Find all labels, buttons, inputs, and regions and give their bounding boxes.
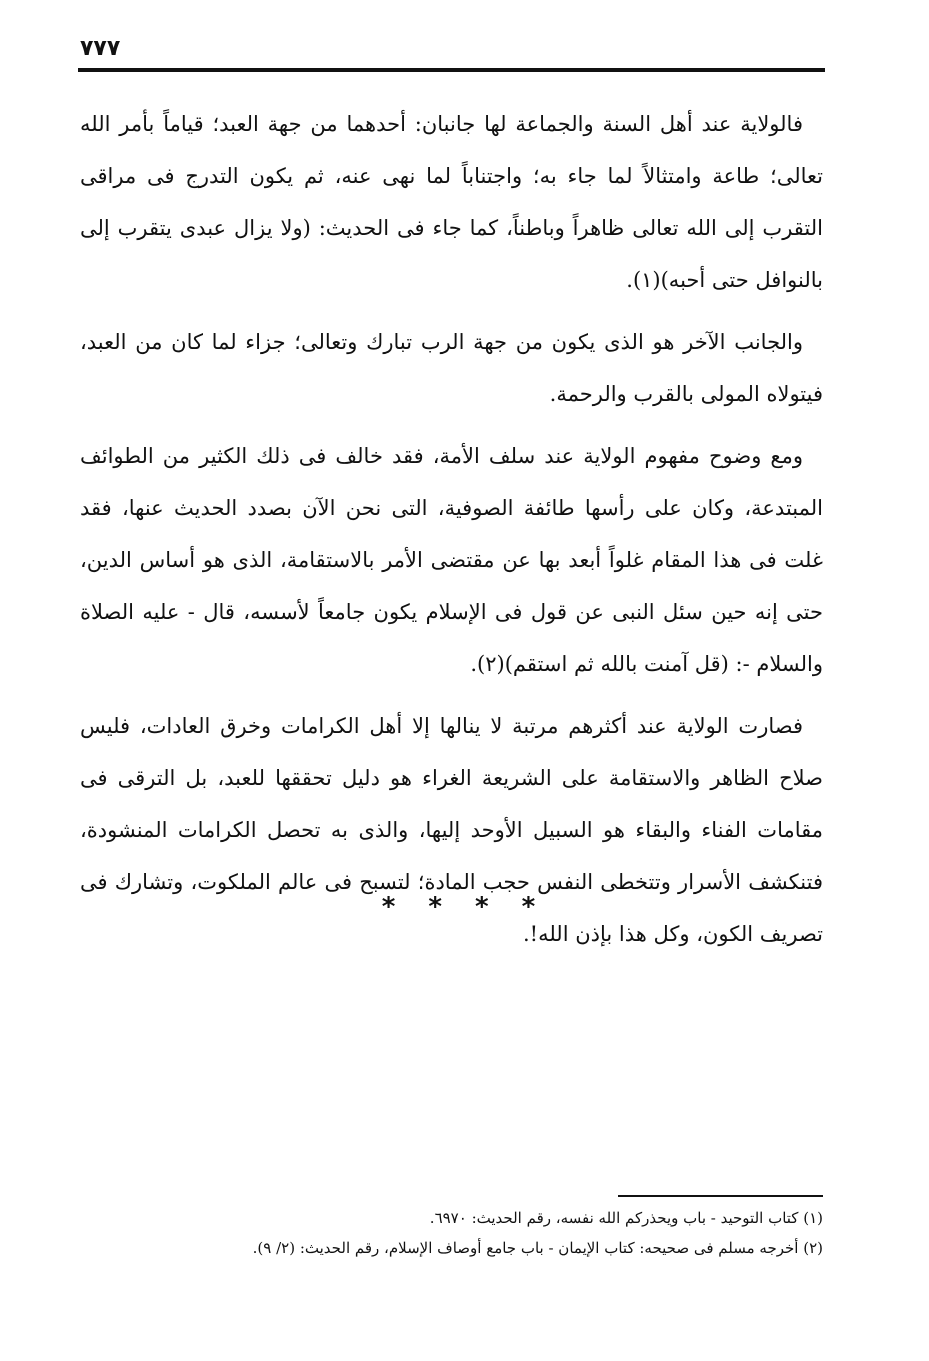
header-rule — [78, 68, 825, 72]
paragraph-sufi-deviation: ومع وضوح مفهوم الولاية عند سلف الأمة، فقد خالف فى ذلك الكثير من الطوائف المبتدعة، وكان على رأسها طائفة الصوفية، التى نحن الآن بصدد الحديث عنها، فقد غلت فى هذا المقام غلواً أبعد بها عن مقتضى الأمر بالاستقامة، الذى هو أساس الدين، حتى إنه حين سئل النبى عن قول فى الإسلام يكون جامعاً لأسسه، قال - عليه الصلاة والسلام -: (قل آمنت بالله ثم استقم)(٢). — [80, 444, 823, 676]
main-text — [80, 98, 823, 970]
paragraph-karamat: فصارت الولاية عند أكثرهم مرتبة لا ينالها إلا أهل الكرامات وخرق العادات، فليس صلاح الظاهر والاستقامة على الشريعة الغراء هو دليل تحققها للعبد، بل الترقى فى مقامات الفناء والبقاء هو السبيل الأوحد إليها، والذى به تحصل الكرامات المنشودة، فتنكشف الأسرار وتتخطى النفس حجب المادة؛ لتسبح فى عالم الملكوت، وتشارك فى تصريف الكون، وكل هذا بإذن الله!. — [80, 714, 823, 946]
paragraph-other-side: والجانب الآخر هو الذى يكون من جهة الرب تبارك وتعالى؛ جزاء لما كان من العبد، فيتولاه المولى بالقرب والرحمة. — [80, 330, 823, 406]
footnote-rule — [618, 1195, 823, 1197]
footnote-2: (٢) أخرجه مسلم فى صحيحه: كتاب الإيمان - باب جامع أوصاف الإسلام، رقم الحديث: (٢/ ٩). — [252, 1239, 823, 1257]
page-number: ٧٧٧ — [80, 36, 121, 61]
section-ornament: * * * * — [381, 892, 548, 922]
paragraph-wilaya-two-sides: فالولاية عند أهل السنة والجماعة لها جانبان: أحدهما من جهة العبد؛ قياماً بأمر الله تعالى؛ طاعة وامتثالاً لما جاء به؛ واجتناباً لما نهى عنه، ثم يكون التدرج فى مراقى التقرب إلى الله تعالى ظاهراً وباطناً، كما جاء فى الحديث: (ولا يزال عبدى يتقرب إلى بالنوافل حتى أحبه)(١). — [80, 112, 823, 292]
footnote-1: (١) كتاب التوحيد - باب ويحذركم الله نفسه، رقم الحديث: ٦٩٧٠. — [429, 1209, 823, 1227]
footnotes — [80, 1203, 823, 1263]
